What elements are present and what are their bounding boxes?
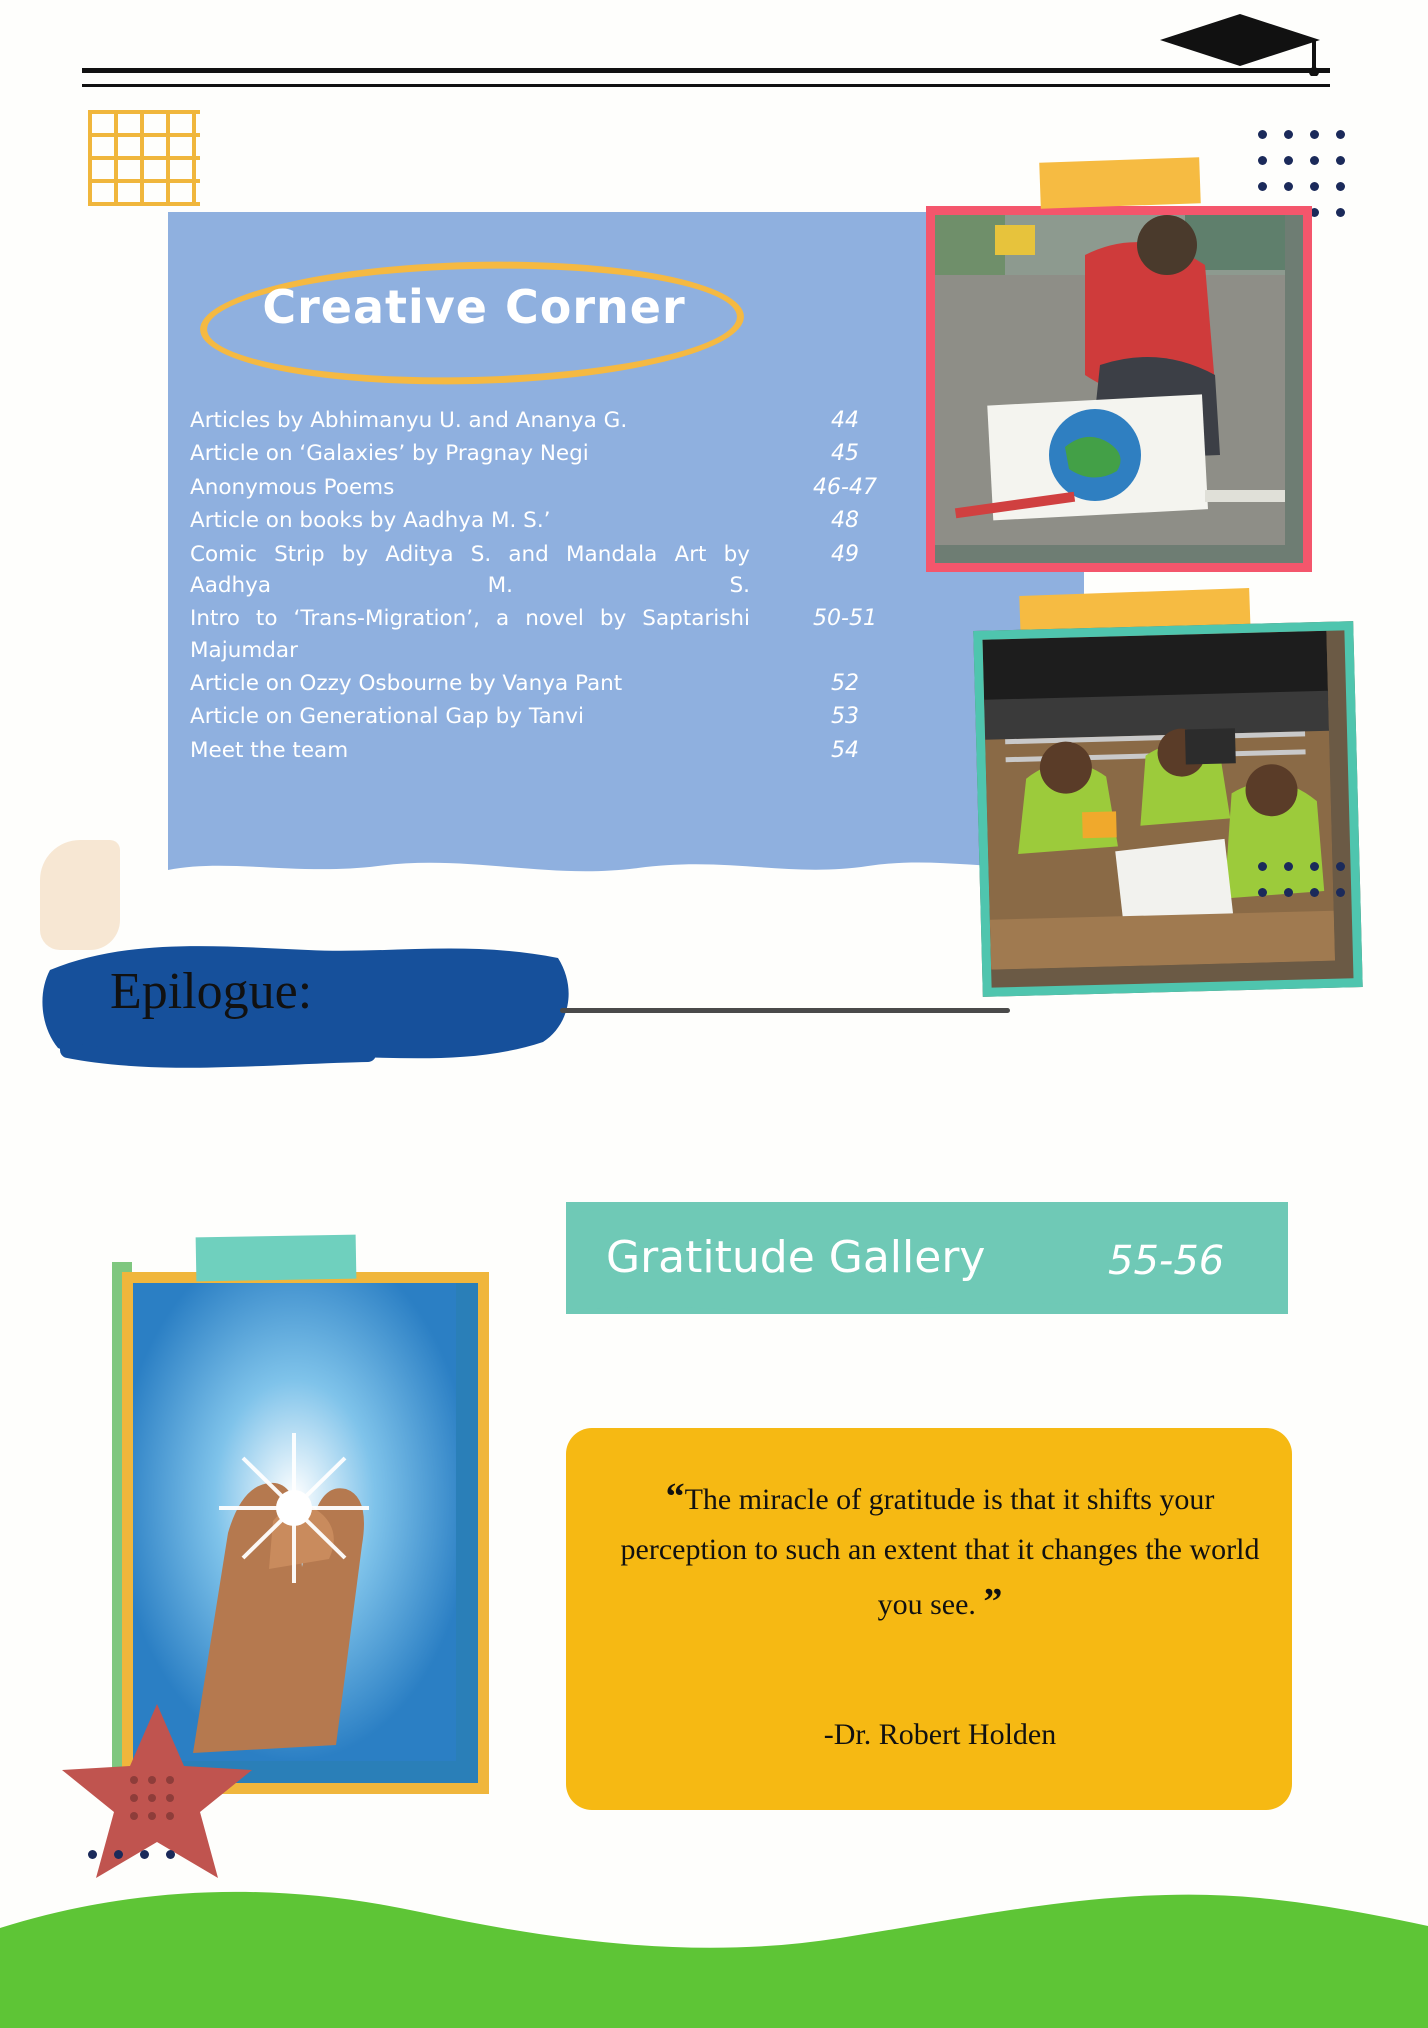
star-decoration: [62, 1700, 192, 1830]
gratitude-quote-text: [620, 1468, 1260, 1632]
toc-row[interactable]: [190, 505, 890, 536]
photo-students-working-on-floor: [973, 621, 1362, 997]
toc-row[interactable]: [190, 735, 890, 766]
toc-entry-text: Article on ‘Galaxies’ by Pragnay Negi: [190, 441, 589, 467]
toc-entry-text: Article on books by Aadhya M. S.’: [190, 508, 551, 534]
quote-body: The miracle of gratitude is that it shifts your perception to such an extent that it changes the world you see.: [620, 1483, 1260, 1622]
grid-decoration: [88, 110, 200, 206]
dot-row-bottom-left: [88, 1850, 198, 1864]
graduation-cap-icon: [1160, 14, 1320, 76]
toc-entry-page: 49: [831, 541, 859, 567]
quote-open-icon: “: [665, 1476, 685, 1518]
quote-close-icon: ”: [983, 1581, 1003, 1624]
bottom-wave-decoration: [0, 1868, 1428, 2028]
creative-corner-title: Creative Corner: [262, 280, 686, 334]
gratitude-quote-author: -Dr. Robert Holden: [823, 1718, 1057, 1751]
toc-entry-text: Anonymous Poems: [190, 474, 395, 500]
toc-row[interactable]: [190, 539, 890, 602]
tape-strip-photo-3: [196, 1235, 357, 1282]
photo-student-painting-earth: [926, 206, 1312, 572]
creative-corner-title-group: [200, 262, 740, 372]
toc-entry-text: Article on Ozzy Osbourne by Vanya Pant: [190, 671, 623, 696]
toc-row[interactable]: [190, 438, 890, 469]
dot-grid-right-middle: [1258, 862, 1368, 902]
header-rule-top: [82, 68, 1330, 73]
torn-paper-edge: [168, 848, 1084, 888]
toc-entry-page: 52: [831, 671, 859, 696]
toc-entry-text: Meet the team: [190, 737, 349, 763]
toc-entry-text: Articles by Abhimanyu U. and Ananya G.: [190, 408, 628, 433]
tape-strip-photo-1: [1039, 157, 1201, 209]
toc-entry-page: 53: [831, 704, 859, 730]
toc-entry-text: Article on Generational Gap by Tanvi: [190, 704, 584, 730]
toc-row[interactable]: [190, 668, 890, 699]
gratitude-gallery-pages: 55-56: [1108, 1238, 1225, 1284]
toc-row[interactable]: [190, 701, 890, 732]
toc-entry-text: Intro to ‘Trans-Migration’, a novel by Saptarishi Majumdar: [190, 606, 750, 663]
toc-row[interactable]: [190, 603, 890, 666]
toc-entry-page: 45: [831, 441, 859, 467]
epilogue-divider: [560, 1008, 1010, 1013]
header-rule-bottom: [82, 84, 1330, 87]
table-of-contents: [190, 405, 890, 768]
toc-entry-page: 44: [831, 408, 859, 433]
toc-entry-page: 48: [831, 508, 859, 534]
gratitude-gallery-title: Gratitude Gallery: [606, 1232, 986, 1283]
toc-entry-page: 54: [831, 737, 859, 763]
toc-entry-page: 50-51: [813, 606, 877, 632]
toc-row[interactable]: [190, 472, 890, 503]
epilogue-label: Epilogue:: [110, 963, 313, 1020]
toc-entry-page: 46-47: [813, 474, 877, 500]
toc-row[interactable]: [190, 405, 890, 436]
toc-entry-text: Comic Strip by Aditya S. and Mandala Art by Aadhya M. S.: [190, 541, 750, 598]
